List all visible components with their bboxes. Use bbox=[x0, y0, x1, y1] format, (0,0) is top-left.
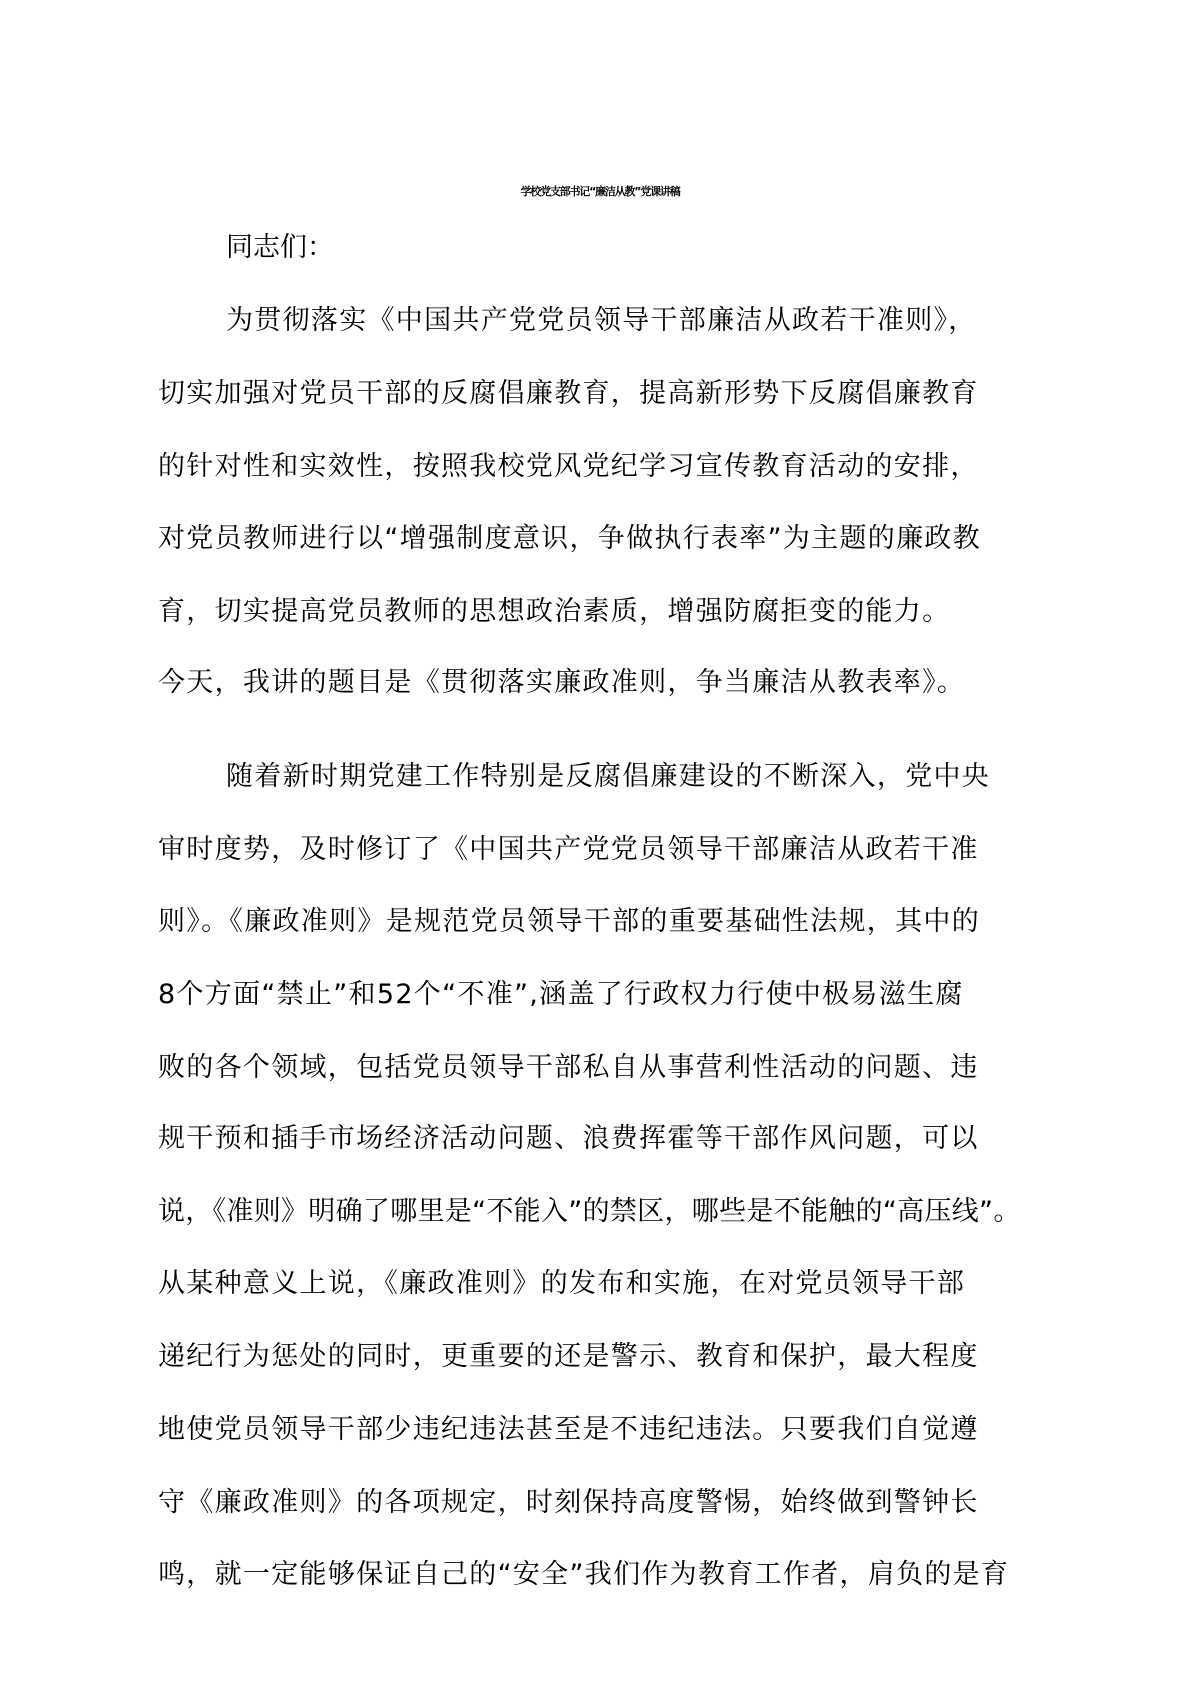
paragraph-2-line-4: 8个方面“禁止”和52个“不准”,涵盖了行政权力行使中极易滋生腐 bbox=[158, 979, 964, 1010]
paragraph-2-line-9: 递纪行为惩处的同时，更重要的还是警示、教育和保护，最大程度 bbox=[158, 1341, 979, 1372]
paragraph-1-line-2: 切实加强对党员干部的反腐倡廉教育，提高新形势下反腐倡廉教育 bbox=[158, 378, 979, 409]
paragraph-2-line-11: 守《廉政准则》的各项规定，时刻保持高度警惕，始终做到警钟长 bbox=[158, 1487, 979, 1518]
document-title: 学校党支部书记“廉洁从教”党课讲稿 bbox=[520, 185, 680, 198]
paragraph-2-line-7: 说，《准则》明确了哪里是“不能入”的禁区，哪些是不能触的“高压线”。 bbox=[158, 1196, 1021, 1227]
paragraph-2-line-2: 审时度势，及时修订了《中国共产党党员领导干部廉洁从政若干准 bbox=[158, 834, 979, 865]
paragraph-2-line-1: 随着新时期党建工作特别是反腐倡廉建设的不断深入，党中央 bbox=[226, 761, 991, 792]
paragraph-2-line-3: 则》。《廉政准则》是规范党员领导干部的重要基础性法规，其中的 bbox=[158, 906, 980, 937]
paragraph-1-line-3: 的针对性和实效性，按照我校党风党纪学习宣传教育活动的安排， bbox=[158, 451, 979, 482]
paragraph-1-line-4: 对党员教师进行以“增强制度意识，争做执行表率”为主题的廉政教 bbox=[158, 523, 981, 554]
paragraph-2-line-6: 规干预和插手市场经济活动问题、浪费挥霍等干部作风问题，可以 bbox=[158, 1123, 979, 1154]
paragraph-2-line-12: 鸣，就一定能够保证自己的“安全”我们作为教育工作者，肩负的是育 bbox=[158, 1559, 1010, 1590]
paragraph-2-line-5: 败的各个领域，包括党员领导干部私自从事营利性活动的问题、违 bbox=[158, 1052, 979, 1083]
paragraph-1-line-1: 为贯彻落实《中国共产党党员领导干部廉洁从政若干准则》， bbox=[226, 305, 977, 336]
paragraph-2-line-10: 地使党员领导干部少违纪违法甚至是不违纪违法。只要我们自觉遵 bbox=[158, 1414, 979, 1445]
salutation: 同志们： bbox=[226, 232, 334, 263]
paragraph-1-line-6: 今天，我讲的题目是《贯彻落实廉政准则，争当廉洁从教表率》。 bbox=[158, 667, 966, 698]
paragraph-1-line-5: 育，切实提高党员教师的思想政治素质，增强防腐拒变的能力。 bbox=[158, 596, 951, 627]
paragraph-2-line-8: 从某种意义上说，《廉政准则》的发布和实施，在对党员领导干部 bbox=[158, 1268, 966, 1299]
